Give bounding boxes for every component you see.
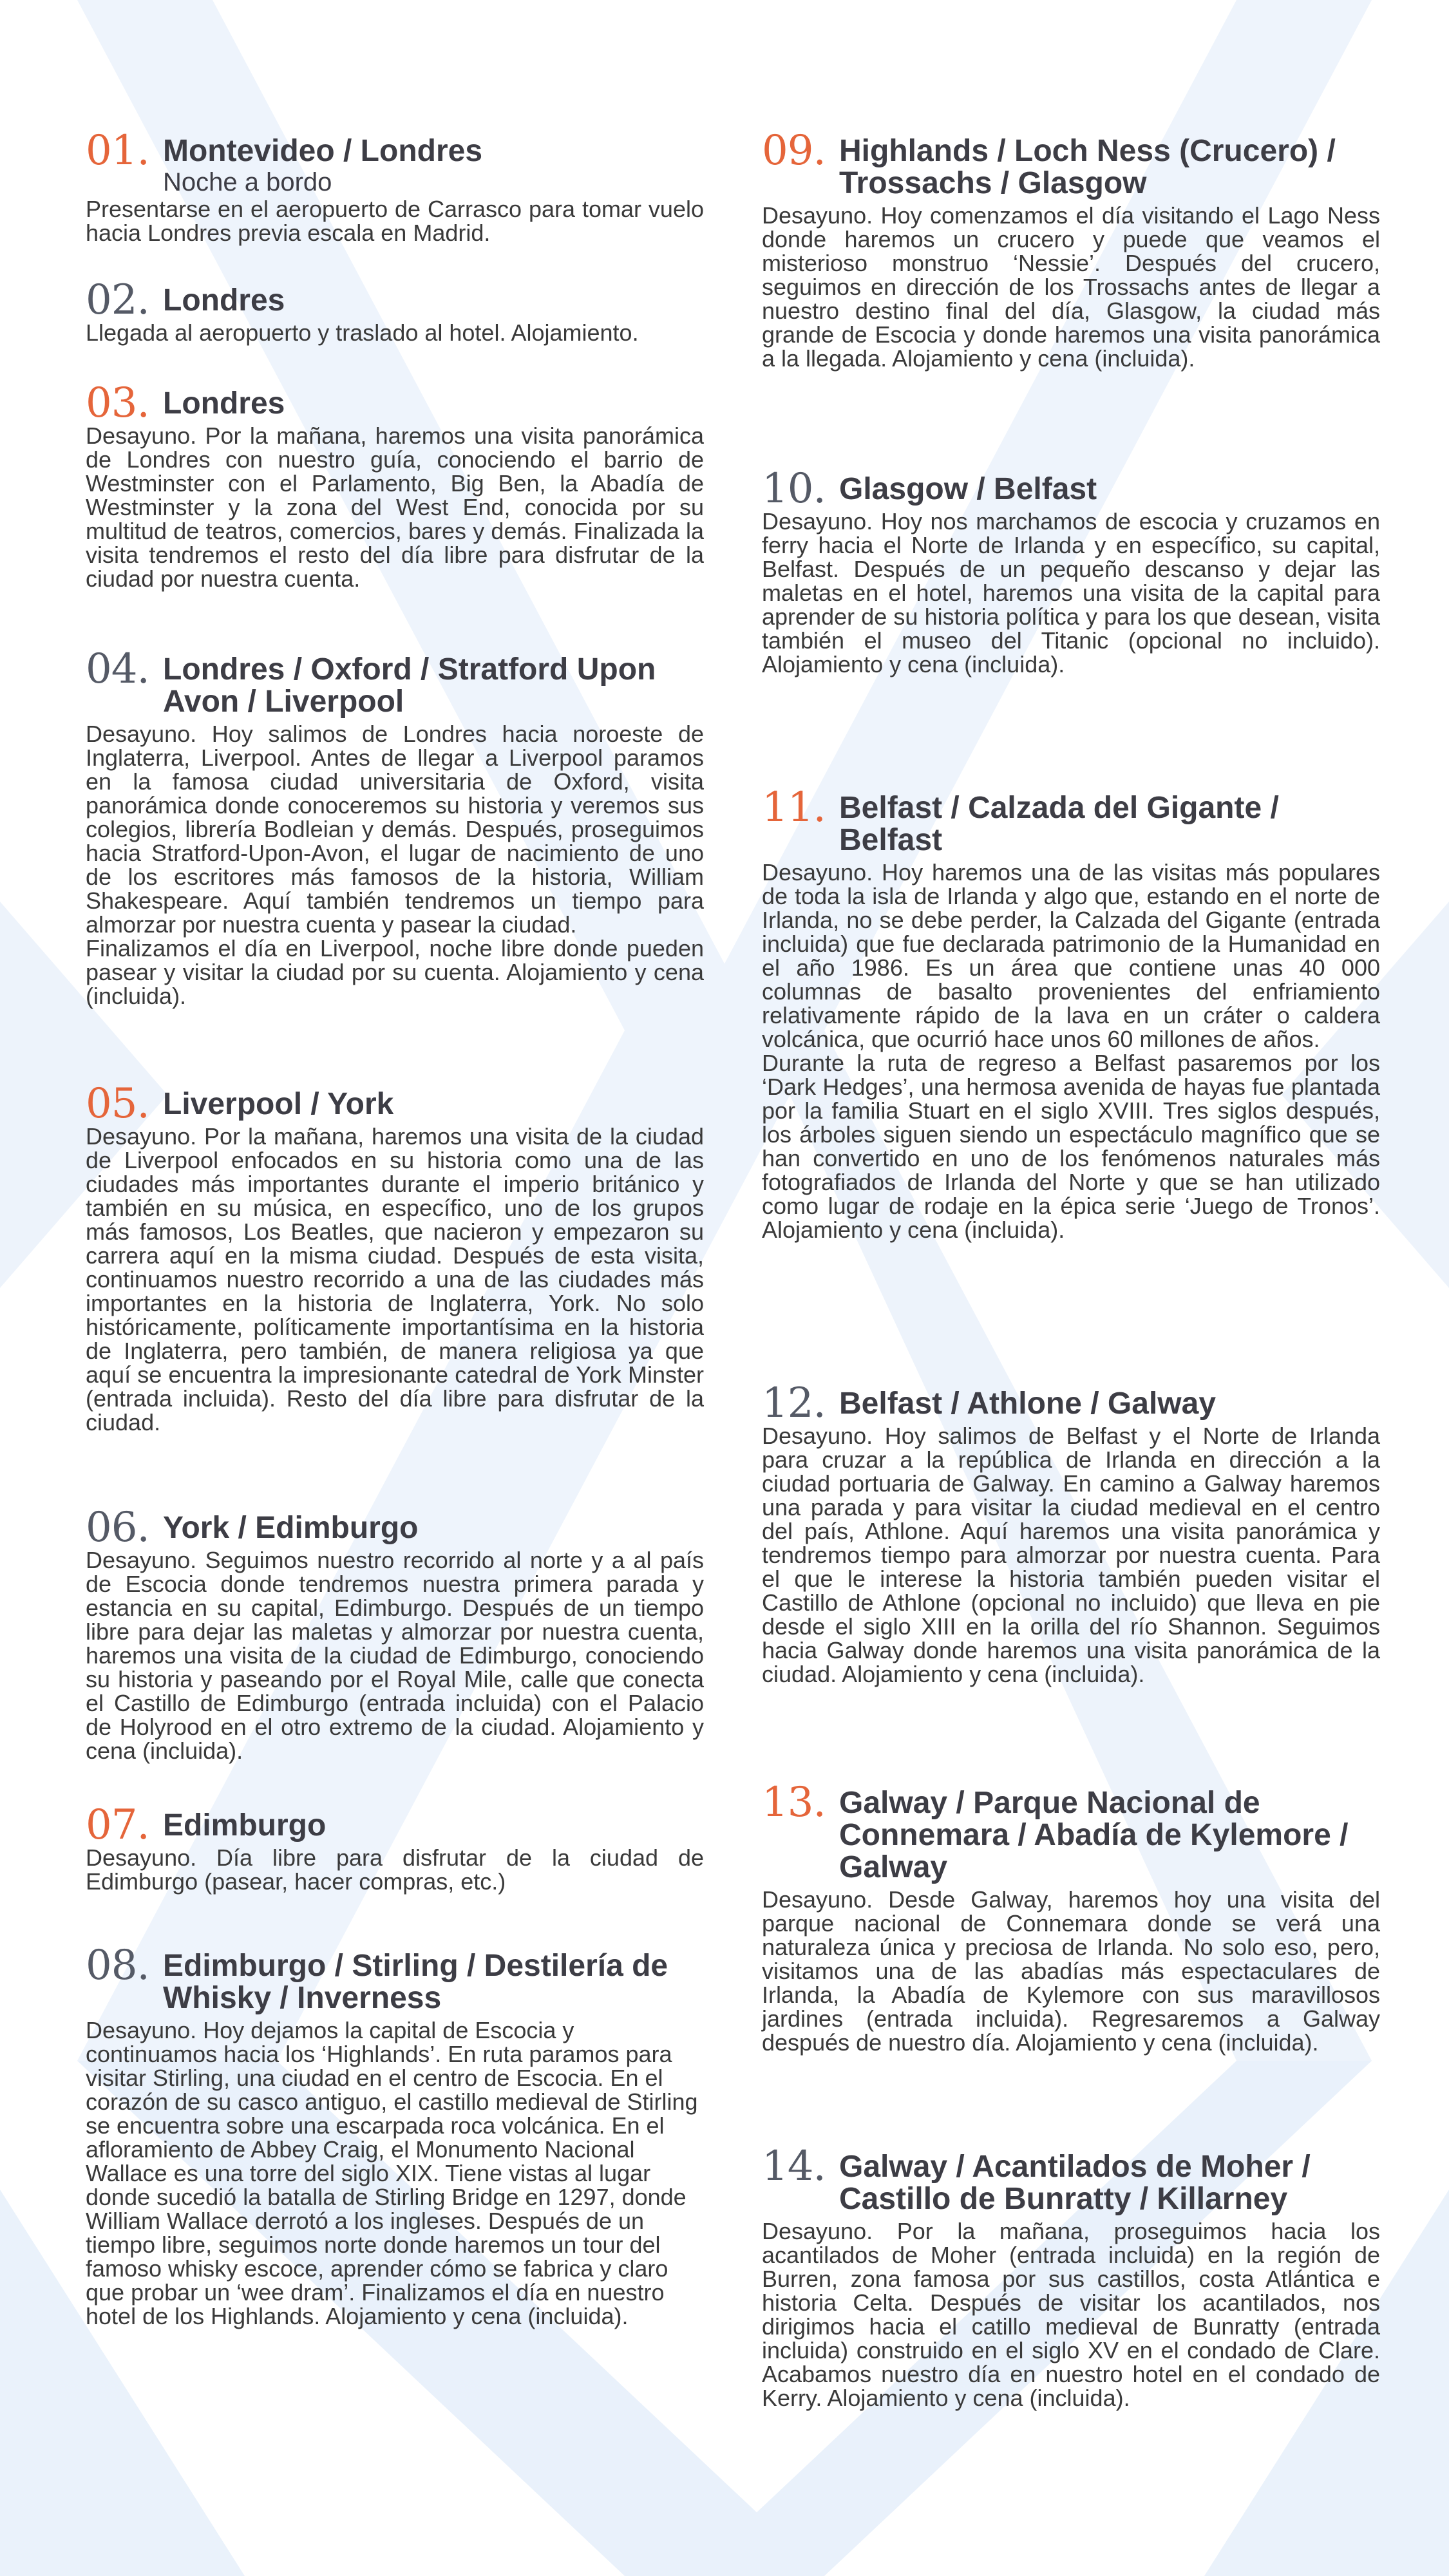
day-14 [762,2143,1380,2411]
day-number: 08. [86,1942,149,1989]
day-number: 10. [762,465,826,513]
day-number: 05. [86,1080,149,1128]
day-description: Desayuno. Por la mañana, haremos una visita de la ciudad de Liverpool enfocados en su historia como una de las ciudades más importantes durante el imperio británico y también en su música, en específico, uno de los grupos más famosos, Los Beatles, que nacieron y empezaron su carrera aquí en la misma ciudad. Después de esta visita, continuamos nuestro recorrido a una de las ciudades más importantes en la historia de Inglaterra, York. No solo históricamente, políticamente importantísima en la historia de Inglaterra, pero también, de manera religiosa ya que aquí se encuentra la impresionante catedral de York Minster (entrada incluida). Resto del día libre para disfrutar de la ciudad. [86,1123,704,1435]
day-05 [86,1080,704,1435]
day-09 [762,127,1380,372]
day-04 [86,645,704,1009]
day-number: 07. [86,1801,149,1849]
day-title: Londres [163,386,285,421]
day-title: Montevideo / Londres [163,134,483,168]
day-description: Presentarse en el aeropuerto de Carrasco para tomar vuelo hacia Londres previa escala en Madrid. [86,196,704,246]
day-description: Desayuno. Hoy nos marchamos de escocia y cruzamos en ferry hacia el Norte de Irlanda y en específico, su capital, Belfast. Después de un pequeño descanso y dejar las maletas en el hotel, haremos una visita de la capital para aprender de su historia política y para los que desean, visita también el museo del Titanic (opcional no incluido). Alojamiento y cena (incluida). [762,508,1380,677]
day-description: Desayuno. Hoy dejamos la capital de Escocia y continuamos hacia los ‘Highlands’. En ruta paramos para visitar Stirling, una ciudad en el centro de Escocia. En el corazón de su casco antiguo, el castillo medieval de Stirling se encuentra sobre una escarpada roca volcánica. En el afloramiento de Abbey Craig, el Monumento Nacional Wallace es una torre del siglo XIX. Tiene vistas al lugar donde sucedió la batalla de Stirling Bridge en 1297, donde William Wallace derrotó a los ingleses. Después de un tiempo libre, seguimos norte donde haremos un tour del famoso whisky escoce, aprender cómo se fabrica y claro que probar un ‘wee dram’. Finalizamos el día en nuestro hotel de los Highlands. Alojamiento y cena (incluida). [86,2017,698,2329]
day-description: Desayuno. Hoy salimos de Belfast y el Norte de Irlanda para cruzar a la república de Irlanda en dirección a la ciudad portuaria de Galway. En camino a Galway haremos una parada y para visitar la ciudad medieval en el centro del país, Athlone. Aquí haremos una visita panorámica y tendremos tiempo para almorzar por nuestra cuenta. Para el que le interese la historia también pueden visitar el Castillo de Athlone (opcional no incluido) que lleva en pie desde el siglo XIII en la orilla del río Shannon. Seguimos hacia Galway donde haremos una visita panorámica de la ciudad. Alojamiento y cena (incluida). [762,1423,1380,1687]
day-description: Desayuno. Día libre para disfrutar de la ciudad de Edimburgo (pasear, hacer compras, etc.) [86,1844,704,1895]
day-title: Glasgow / Belfast [839,472,1097,506]
day-number: 11. [762,784,826,831]
day-description: Llegada al aeropuerto y traslado al hotel. Alojamiento. [86,319,639,346]
day-01 [86,127,704,246]
day-description: Desayuno. Por la mañana, proseguimos hacia los acantilados de Moher (entrada incluida) en la región de Burren, zona famosa por sus castillos, costa Atlántica e historia Celta. Después de visitar los acantilados, nos dirigimos hacia el catillo medieval de Bunratty (entrada incluida) construido en el siglo XV en el condado de Clare. Acabamos nuestro día en nuestro hotel en el condado de Kerry. Alojamiento y cena (incluida). [762,2218,1380,2411]
day-title: Edimburgo / Stirling / Destilería de Whisky / Inverness [163,1949,668,2015]
day-description: Desayuno. Desde Galway, haremos hoy una visita del parque nacional de Connemara donde se verá una naturaleza única y preciosa de Irlanda. No solo eso, pero, visitamos una de las abadías más espectaculares de Irlanda, la Abadía de Kylemore con sus maravillosos jardines (entrada incluida). Regresaremos a Galway después de nuestro día. Alojamiento y cena (incluida). [762,1886,1380,2056]
day-title: Liverpool / York [163,1087,394,1121]
day-number: 06. [86,1504,149,1551]
day-07 [86,1801,704,1895]
day-title: York / Edimburgo [163,1511,419,1545]
day-description: Desayuno. Por la mañana, haremos una visita panorámica de Londres con nuestro guía, conociendo el barrio de Westminster con el Parlamento, Big Ben, la Abadía de Westminster y la zona del West End, conocida por su multitud de teatros, comercios, bares y demás. Finalizada la visita tendremos el resto del día libre para disfrutar de la ciudad por nuestra cuenta. [86,422,704,592]
day-13 [762,1779,1380,2056]
day-number: 03. [86,379,149,427]
day-number: 13. [762,1779,826,1826]
day-number: 09. [762,127,826,175]
day-description: Desayuno. Seguimos nuestro recorrido al norte y a al país de Escocia donde tendremos nuestra primera parada y estancia en su capital, Edimburgo. Después de un tiempo libre para dejar las maletas y almorzar por nuestra cuenta, haremos una visita de la ciudad de Edimburgo, conociendo su historia y paseando por el Royal Mile, calle que conecta el Castillo de Edimburgo (entrada incluida) con el Palacio de Holyrood en el otro extremo de la ciudad. Alojamiento y cena (incluida). [86,1547,704,1764]
day-08 [86,1942,704,2329]
day-subtitle: Noche a bordo [163,168,332,196]
day-03 [86,379,704,592]
day-title: Galway / Acantilados de Moher / Castillo de Bunratty / Killarney [839,2150,1311,2216]
day-number: 02. [86,276,149,324]
day-title: Edimburgo [163,1808,327,1842]
day-10 [762,465,1380,677]
day-number: 04. [86,645,149,693]
day-title: Belfast / Calzada del Gigante / Belfast [839,791,1279,857]
day-number: 14. [762,2143,826,2190]
day-06 [86,1504,704,1764]
day-title: Highlands / Loch Ness (Crucero) / Trossachs / Glasgow [839,134,1336,200]
day-12 [762,1379,1380,1687]
day-02 [86,276,704,346]
day-title: Belfast / Athlone / Galway [839,1387,1217,1421]
day-number: 01. [86,127,149,175]
day-description: Desayuno. Hoy salimos de Londres hacia noroeste de Inglaterra, Liverpool. Antes de llegar a Liverpool paramos en la famosa ciudad universitaria de Oxford, visita panorámica donde conoceremos su historia y veremos sus colegios, librería Bodleian y demás. Después, proseguimos hacia Stratford-Upon-Avon, el lugar de nacimiento de uno de los escritores más famosos de la historia, William Shakespeare. Aquí también tendremos un tiempo para almorzar por nuestra cuenta y pasear la ciudad. Finalizamos el día en Liverpool, noche libre donde pueden pasear y visitar la ciudad por su cuenta. Alojamiento y cena (incluida). [86,721,704,1009]
day-number: 12. [762,1379,826,1427]
day-title: Londres [163,283,285,317]
day-11 [762,784,1380,1243]
day-description: Desayuno. Hoy haremos una de las visitas más populares de toda la isla de Irlanda y algo que, estando en el norte de Irlanda, no se debe perder, la Calzada del Gigante (entrada incluida) que fue declarada patrimonio de la Humanidad en el año 1986. Es un área que contiene unas 40 000 columnas de basalto provenientes del enfriamiento relativamente rápido de la lava en un cráter o caldera volcánica, que ocurrió hace unos 60 millones de años. Durante la ruta de regreso a Belfast pasaremos por los ‘Dark Hedges’, una hermosa avenida de hayas fue plantada por la familia Stuart en el siglo XVIII. Tres siglos después, los árboles siguen siendo un espectáculo magnífico que se han convertido en uno de los fenómenos naturales más fotografiados de Irlanda del Norte y que se han utilizado como lugar de rodaje en la épica serie ‘Juego de Tronos’. Alojamiento y cena (incluida). [762,859,1380,1243]
day-title: Galway / Parque Nacional de Connemara / Abadía de Kylemore / Galway [839,1786,1349,1884]
day-title: Londres / Oxford / Stratford Upon Avon / Liverpool [163,652,656,719]
day-description: Desayuno. Hoy comenzamos el día visitando el Lago Ness donde haremos un crucero y puede que veamos el misterioso monstruo ‘Nessie’. Después del crucero, seguimos en dirección de los Trossachs antes de llegar a nuestro destino final del día, Glasgow, la ciudad más grande de Escocia y donde haremos una visita panorámica a la llegada. Alojamiento y cena (incluida). [762,202,1380,372]
